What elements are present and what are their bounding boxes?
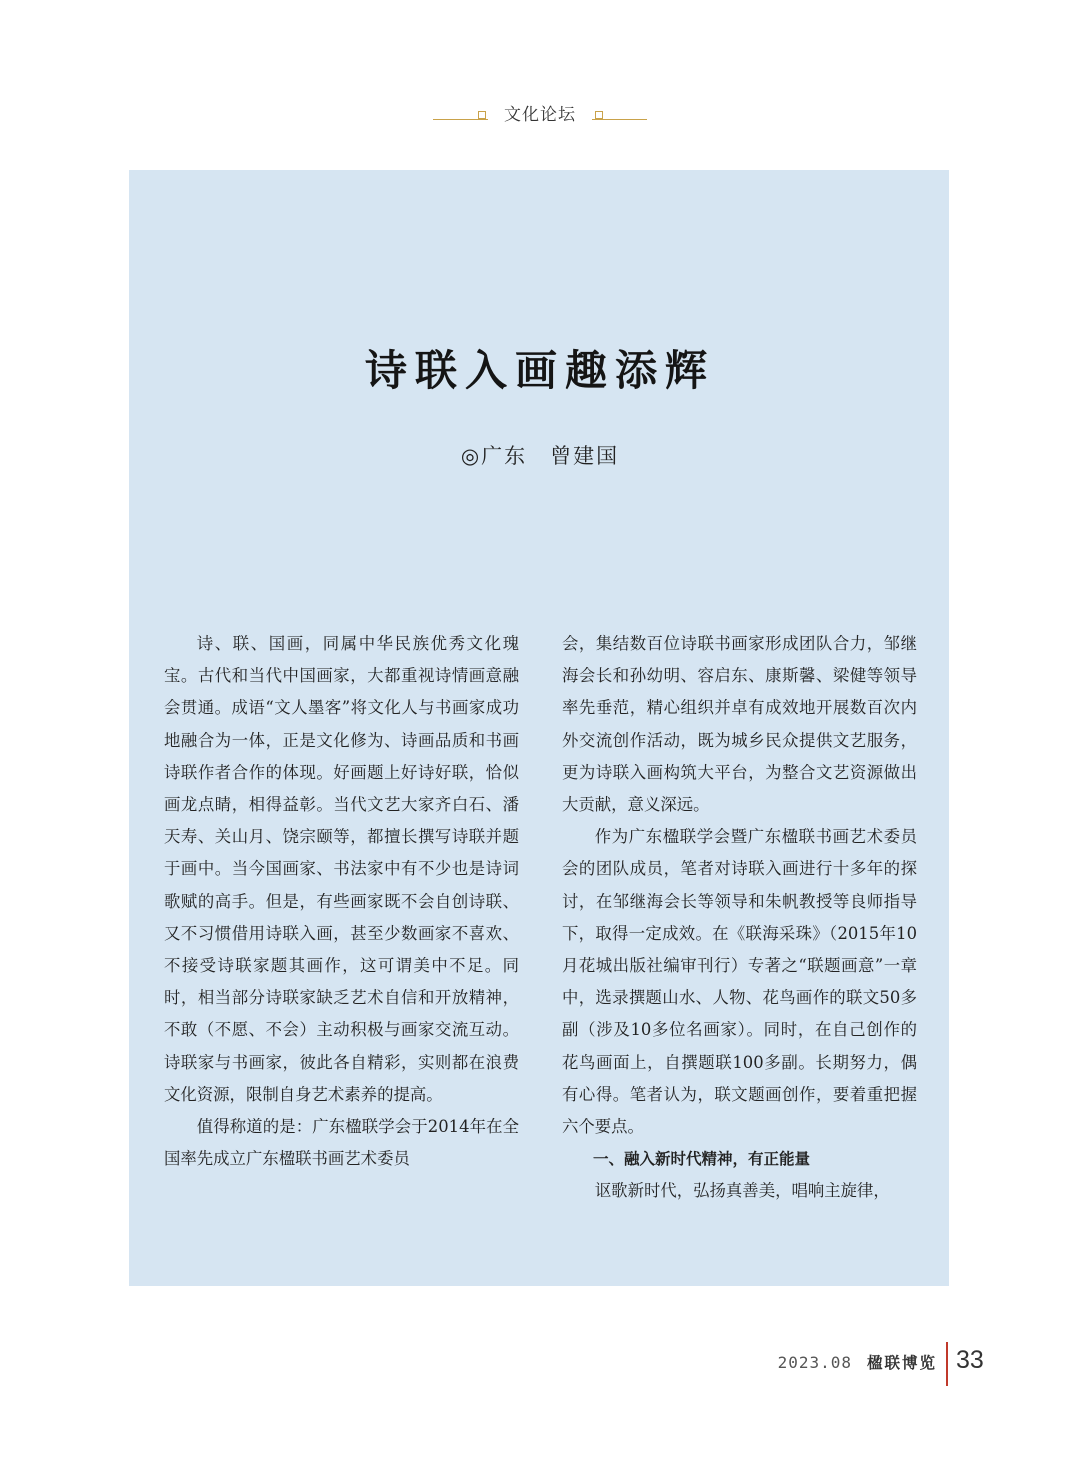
right-column xyxy=(562,628,917,1208)
paragraph: 讴歌新时代，弘扬真善美，唱响主旋律， xyxy=(594,1181,890,1201)
header-ornament-right-icon xyxy=(595,111,603,119)
footer-divider xyxy=(946,1342,948,1386)
header-ornament-left-icon xyxy=(478,111,486,119)
paragraph: 值得称道的是：广东楹联学会于2014年在全国率先成立广东楹联书画艺术委员 xyxy=(164,1117,519,1169)
paragraph-continued: 会，集结数百位诗联书画家形成团队合力，邹继海会长和孙幼明、容启东、康斯馨、梁健等领导率先垂范，精心组织并卓有成效地开展数百次内外交流创作活动，既为城乡民众提供文艺服务，更为诗联入画构筑大平台，为整合文艺资源做出大贡献，意义深远。 xyxy=(562,634,917,815)
header-rule-left xyxy=(433,119,488,120)
page-number: 33 xyxy=(956,1346,984,1374)
issue-date: 2023.08 xyxy=(777,1353,852,1372)
magazine-name: 楹联博览 xyxy=(867,1354,938,1372)
running-header xyxy=(0,94,1080,134)
paragraph: 诗、联、国画，同属中华民族优秀文化瑰宝。古代和当代中国画家，大都重视诗情画意融会贯通。成语“文人墨客”将文化人与书画家成功地融合为一体，正是文化修为、诗画品质和书画诗联作者合作的体现。好画题上好诗好联，恰似画龙点睛，相得益彰。当代文艺大家齐白石、潘天寿、关山月、饶宗颐等，都擅长撰写诗联并题于画中。当今国画家、书法家中有不少也是诗词歌赋的高手。但是，有些画家既不会自创诗联、又不习惯借用诗联入画，甚至少数画家不喜欢、不接受诗联家题其画作，这可谓美中不足。同时，相当部分诗联家缺乏艺术自信和开放精神，不敢（不愿、不会）主动积极与画家交流互动。诗联家与书画家，彼此各自精彩，实则都在浪费文化资源，限制自身艺术素养的提高。 xyxy=(164,634,519,1104)
left-column xyxy=(164,628,519,1175)
section-name: 文化论坛 xyxy=(504,105,576,125)
page-footer xyxy=(0,1340,1080,1390)
header-rule-right xyxy=(592,119,647,120)
section-heading: 一、融入新时代精神，有正能量 xyxy=(593,1150,811,1169)
author-line: ◎广东 曾建国 xyxy=(460,444,620,468)
paragraph: 作为广东楹联学会暨广东楹联书画艺术委员会的团队成员，笔者对诗联入画进行十多年的探讨，在邹继海会长等领导和朱帆教授等良师指导下，取得一定成效。在《联海采珠》（2015年10月花城出版社编审刊行）专著之“联题画意”一章中，选录撰题山水、人物、花鸟画作的联文50多副（涉及10多位名画家）。同时，在自己创作的花鸟画面上，自撰题联100多副。长期努力，偶有心得。笔者认为，联文题画创作，要着重把握六个要点。 xyxy=(562,827,917,1137)
article-title: 诗联入画趣添辉 xyxy=(364,346,715,395)
